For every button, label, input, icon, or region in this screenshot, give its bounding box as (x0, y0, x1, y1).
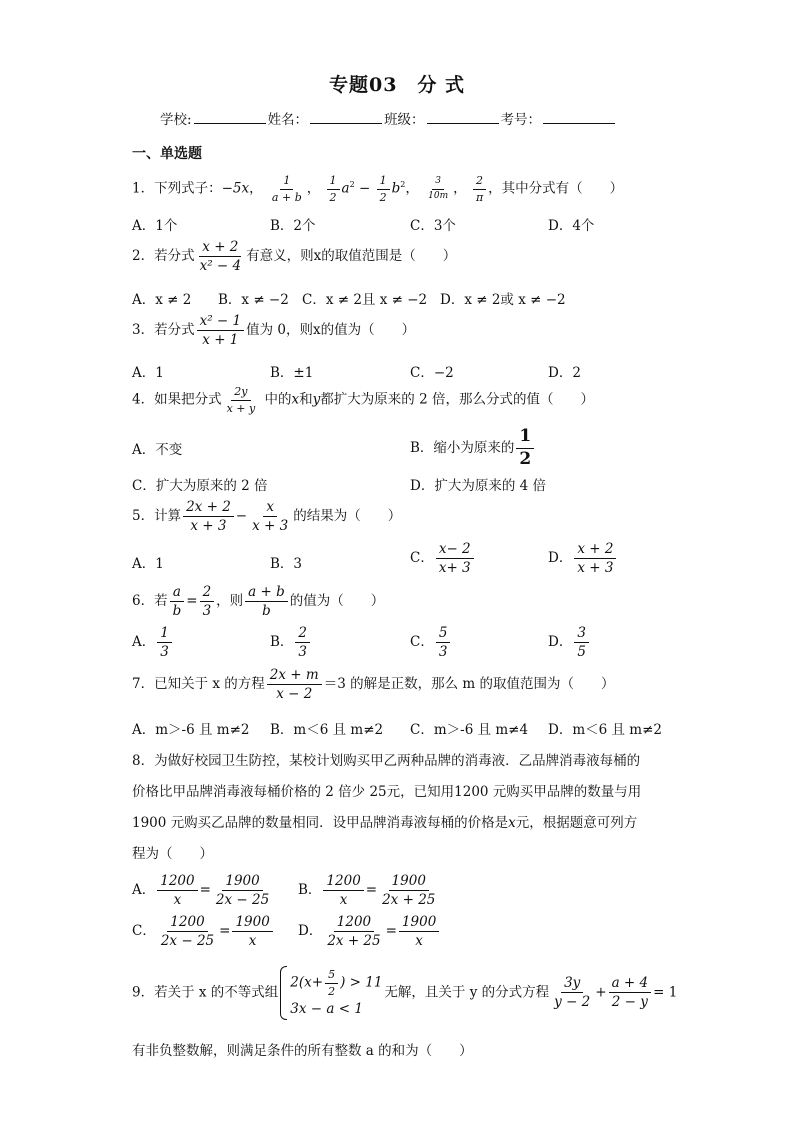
q6-option-b[interactable] (270, 626, 312, 659)
q6-option-a[interactable] (132, 626, 174, 659)
q8-option-a[interactable] (132, 874, 274, 907)
q8-d-frac-1: $\frac{1200}{2x + 25}$ (327, 914, 381, 950)
q2-option-d[interactable]: D．x ≠ 2或 x ≠ −2 (440, 292, 566, 308)
q5-option-d[interactable] (548, 542, 618, 575)
q9-inequality-2: 3x − a < 1 (290, 1001, 363, 1018)
q5-stem: 5．计算 (132, 508, 182, 525)
exam-number-blank[interactable] (543, 111, 615, 124)
q1-tail: ，其中分式有（ ） (488, 180, 624, 197)
q8-c-equals: = (219, 923, 231, 940)
question-1: 1．下列式子：−5x， $\frac{1}{a + b}$ ， $\frac{1}{2}$ $a^2$ − $\frac{1}{2}$ $b^2$， $\frac{3}{10m}$ ， $\frac{2}{\pi}$ ，其中分式有（ ） (132, 174, 624, 204)
q8-d-frac-2: $\frac{1900}{x}$ (399, 915, 439, 948)
q6-option-d-label: D． (548, 634, 573, 651)
q1-option-a[interactable]: A．1个 (132, 218, 178, 234)
q7-option-d[interactable]: D．m＜6 且 m≠2 (548, 722, 662, 738)
q8-b-equals: = (365, 882, 378, 899)
q7-option-b[interactable]: B．m＜6 且 m≠2 (270, 722, 384, 738)
q6-equals: = (186, 593, 198, 610)
q4-mid: 中的 (264, 391, 292, 408)
q4-option-d[interactable]: D．扩大为原来的 4 倍 (410, 478, 546, 494)
school-label: 学校: (160, 112, 192, 128)
page-title: 专题03 分 式 (328, 74, 466, 96)
class-label: 班级： (384, 112, 425, 128)
name-label: 姓名： (267, 112, 309, 128)
q6-option-d[interactable] (548, 626, 591, 659)
q6-option-c-label: C． (410, 634, 434, 651)
q8-d-equals: = (385, 923, 397, 940)
school-blank[interactable] (194, 111, 266, 124)
q3-option-c[interactable]: C．−2 (410, 365, 454, 381)
q7-option-a[interactable]: A．m＞-6 且 m≠2 (132, 722, 250, 738)
q6-stem: 6．若 (132, 593, 168, 610)
q6-option-d-frac: $\frac{3}{5}$ (574, 626, 589, 659)
question-6 (132, 585, 384, 618)
q6-option-a-label: A． (132, 634, 156, 651)
q6-frac-ab: $\frac{a}{b}$ (170, 585, 185, 618)
q6-option-b-frac: $\frac{2}{3}$ (295, 626, 310, 659)
q8-a-frac-1: $\frac{1200}{x}$ (157, 874, 197, 907)
q7-stem: 7．已知关于 x 的方程 (132, 676, 265, 693)
q5-option-d-label: D． (548, 550, 573, 567)
q3-option-d[interactable]: D．2 (548, 365, 581, 381)
q2-tail: 有意义，则x的取值范围是（ ） (246, 248, 457, 265)
q1-expr-a: −5 (221, 180, 242, 197)
q5-minus: − (235, 508, 248, 525)
question-3 (132, 314, 415, 347)
q6-option-c[interactable] (410, 626, 452, 659)
q5-option-c-label: C． (410, 550, 434, 567)
q9-inequality-system (280, 966, 382, 1020)
question-7 (132, 668, 614, 701)
class-blank[interactable] (427, 111, 499, 124)
q8-a-frac-2: $\frac{1900}{2x - 25}$ (215, 873, 270, 909)
q8-c-frac-1: $\frac{1200}{2x - 25}$ (160, 914, 215, 950)
q9-equals-one: = 1 (653, 984, 678, 1001)
q6-option-b-label: B． (270, 634, 294, 651)
q1-option-d[interactable]: D．4个 (548, 218, 595, 234)
question-4 (132, 386, 594, 414)
q5-tail: 的结果为（ ） (293, 508, 402, 525)
q1-frac-half-2: $\frac{1}{2}$ (377, 175, 390, 203)
q2-option-a[interactable]: A．x ≠ 2 (132, 292, 192, 308)
section-heading: 一、单选题 (132, 146, 202, 162)
q9-plus: + (595, 984, 607, 1001)
q2-frac: $\frac{x + 2}{\text{x² − 4}}$ (199, 239, 242, 275)
q9-inequality-1: 2(x+ $\frac{5}{2}$ ) > 11 (290, 968, 383, 998)
q9-stem: 9．若关于 x 的不等式组 (132, 984, 279, 1001)
q6-option-a-frac: $\frac{1}{3}$ (157, 626, 172, 659)
q4-var-x: x (291, 391, 300, 408)
q8-line-2: 价格比甲品牌消毒液每桶价格的 2 倍少 25元，已知用1200 元购买甲品牌的数量与用 (132, 784, 642, 800)
q7-frac: $\frac{2x + m}{x - 2}$ (267, 668, 322, 701)
q9-line-2: 有非负整数解，则满足条件的所有整数 a 的和为（ ） (132, 1043, 473, 1059)
question-5 (132, 500, 401, 533)
q7-option-c[interactable]: C．m＞-6 且 m≠4 (410, 722, 529, 738)
q3-frac: $\frac{\text{x² − 1}}{x + 1}$ (197, 314, 245, 347)
exam-number-label: 考号： (500, 112, 542, 128)
q1-stem: 1．下列式子： (132, 180, 222, 197)
q2-stem: 2．若分式 (132, 248, 195, 265)
q6-tail: 的值为（ ） (289, 593, 385, 610)
q5-option-d-frac: $\frac{x + 2}{x + 3}$ (574, 542, 616, 575)
q1-frac-2: $\frac{3}{10m}$ (428, 176, 449, 201)
q8-line-1: 8．为做好校园卫生防控，某校计划购买甲乙两种品牌的消毒液．乙品牌消毒液每桶的 (132, 753, 641, 769)
q6-option-c-frac: $\frac{5}{3}$ (436, 626, 451, 659)
q9-frac-2: $\frac{a + 4}{2 - y}$ (609, 976, 652, 1009)
q8-line-3 (132, 817, 637, 831)
q5-option-a[interactable]: A．1 (132, 556, 164, 572)
q8-option-a-label: A． (132, 882, 156, 899)
q1-option-c[interactable]: C．3个 (410, 218, 456, 234)
q1-frac-half: $\frac{1}{2}$ (327, 175, 340, 203)
q1-frac-1: $\frac{1}{a + b}$ (271, 174, 302, 204)
q9-mid: 无解，且关于 y 的分式方程 (384, 984, 550, 1001)
q3-option-b[interactable]: B．±1 (270, 365, 314, 381)
q4-var-y: y (312, 391, 321, 408)
q6-frac-target: $\frac{a + b}{b}$ (245, 585, 288, 618)
q5-option-c[interactable] (410, 542, 476, 575)
q8-b-frac-1: $\frac{1200}{x}$ (323, 874, 363, 907)
q3-tail: 值为 0，则x的值为（ ） (246, 322, 416, 339)
q6-mid: ，则 (216, 593, 244, 610)
q8-line-3-tail: 元，根据题意可列方 (515, 815, 638, 831)
q8-var-x: x (508, 815, 516, 831)
left-brace-icon (280, 966, 287, 1020)
q6-frac-value: $\frac{2}{3}$ (200, 585, 215, 618)
q8-a-equals: = (199, 882, 211, 899)
student-info-line (160, 108, 617, 128)
q5-option-c-frac: $\frac{x- 2}{x+ 3}$ (436, 542, 474, 575)
q8-b-frac-2: $\frac{1900}{2x + 25}$ (382, 873, 436, 909)
q4-stem: 4．如果把分式 (132, 391, 222, 408)
q8-option-b-label: B． (298, 882, 322, 899)
q4-and: 和 (299, 391, 313, 408)
q2-option-c[interactable]: C．x ≠ 2且 x ≠ −2 (302, 292, 428, 308)
q8-option-d-label: D． (298, 923, 323, 940)
q5-option-b[interactable]: B．3 (270, 556, 303, 572)
q2-option-b[interactable]: B．x ≠ −2 (218, 292, 289, 308)
question-2 (132, 240, 456, 273)
q4-option-b-label: B．缩小为原来的 (410, 439, 515, 456)
q4-option-a[interactable]: A．不变 (132, 442, 183, 458)
q5-frac-1: $\frac{2x + 2}{x + 3}$ (183, 500, 234, 533)
q8-option-c-label: C． (132, 923, 156, 940)
q8-line-3-text: 1900 元购买乙品牌的数量相同．设甲品牌消毒液每桶的价格是 (132, 815, 509, 831)
question-9 (132, 966, 677, 1020)
name-blank[interactable] (310, 111, 382, 124)
q4-option-b[interactable] (410, 428, 536, 469)
q4-tail: 都扩大为原来的 2 倍，那么分式的值（ ） (320, 391, 594, 408)
q5-frac-2: $\frac{x}{x + 3}$ (252, 499, 289, 535)
q1-frac-3: $\frac{2}{\pi}$ (473, 175, 486, 203)
q8-option-c[interactable] (132, 915, 275, 948)
q4-option-b-frac: $\frac{1}{2}$ (516, 428, 534, 469)
q1-option-b[interactable]: B．2个 (270, 218, 316, 234)
q8-c-frac-2: $\frac{1900}{x}$ (232, 915, 272, 948)
q9-frac-1: $\frac{3y}{y - 2}$ (554, 975, 591, 1011)
q7-tail: ＝3 的解是正数，那么 m 的取值范围为（ ） (323, 676, 615, 693)
q4-option-c[interactable]: C．扩大为原来的 2 倍 (132, 478, 268, 494)
q3-stem: 3．若分式 (132, 322, 195, 339)
q8-line-4: 程为（ ） (132, 846, 213, 862)
q3-option-a[interactable]: A．1 (132, 365, 164, 381)
q8-option-b[interactable] (298, 874, 440, 907)
q8-option-d[interactable] (298, 915, 441, 948)
q4-frac: $\frac{2y}{x + y}$ (226, 385, 256, 415)
